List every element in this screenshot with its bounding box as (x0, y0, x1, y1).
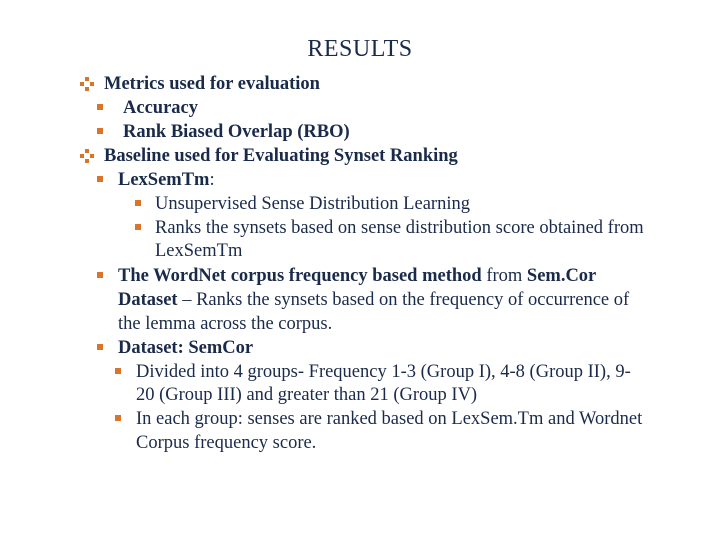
diamond-bullet-icon (80, 149, 94, 163)
metric-accuracy: Accuracy (123, 98, 198, 118)
wordnet-line3: the lemma across the corpus. (118, 314, 333, 334)
square-bullet-icon (97, 176, 103, 182)
square-bullet-icon (135, 224, 141, 230)
metric-rbo: Rank Biased Overlap (RBO) (123, 122, 350, 142)
lexsemtm-sub2-line1: Ranks the synsets based on sense distribution score obtained from (155, 218, 644, 238)
wordnet-line1 (118, 265, 596, 287)
diamond-bullet-icon (80, 77, 94, 91)
baseline-heading: Baseline used for Evaluating Synset Ranking (104, 146, 458, 166)
square-bullet-icon (97, 272, 103, 278)
lexsemtm-sub1: Unsupervised Sense Distribution Learning (155, 194, 470, 214)
dataset-sub1-line1: Divided into 4 groups- Frequency 1-3 (Group I), 4-8 (Group II), 9- (136, 362, 631, 382)
wordnet-method-label: The WordNet corpus frequency based method (118, 266, 482, 286)
square-bullet-icon (135, 200, 141, 206)
slide-title: RESULTS (307, 36, 413, 62)
lexsemtm-label: LexSemTm (118, 170, 210, 190)
dataset-sub2-line2: Corpus frequency score. (136, 433, 317, 453)
lexsemtm-item (118, 169, 215, 191)
square-bullet-icon (97, 104, 103, 110)
lexsemtm-colon: : (209, 170, 215, 190)
metrics-heading: Metrics used for evaluation (104, 74, 320, 94)
square-bullet-icon (97, 128, 103, 134)
square-bullet-icon (97, 344, 103, 350)
dataset-sub2-line1: In each group: senses are ranked based on LexSem.Tm and Wordnet (136, 409, 643, 429)
wordnet-desc-text: – Ranks the synsets based on the frequency of occurrence of (177, 290, 630, 310)
lexsemtm-sub2-line2: LexSemTm (155, 241, 243, 261)
wordnet-semcor-label: Sem.Cor (526, 266, 597, 286)
wordnet-from-text: from (481, 266, 527, 286)
square-bullet-icon (115, 368, 121, 374)
dataset-label: Dataset: SemCor (118, 338, 254, 358)
dataset-sub1-line2: 20 (Group III) and greater than 21 (Group IV) (136, 385, 478, 405)
wordnet-dataset-label: Dataset (118, 290, 178, 310)
wordnet-line2 (118, 289, 629, 311)
square-bullet-icon (115, 415, 121, 421)
